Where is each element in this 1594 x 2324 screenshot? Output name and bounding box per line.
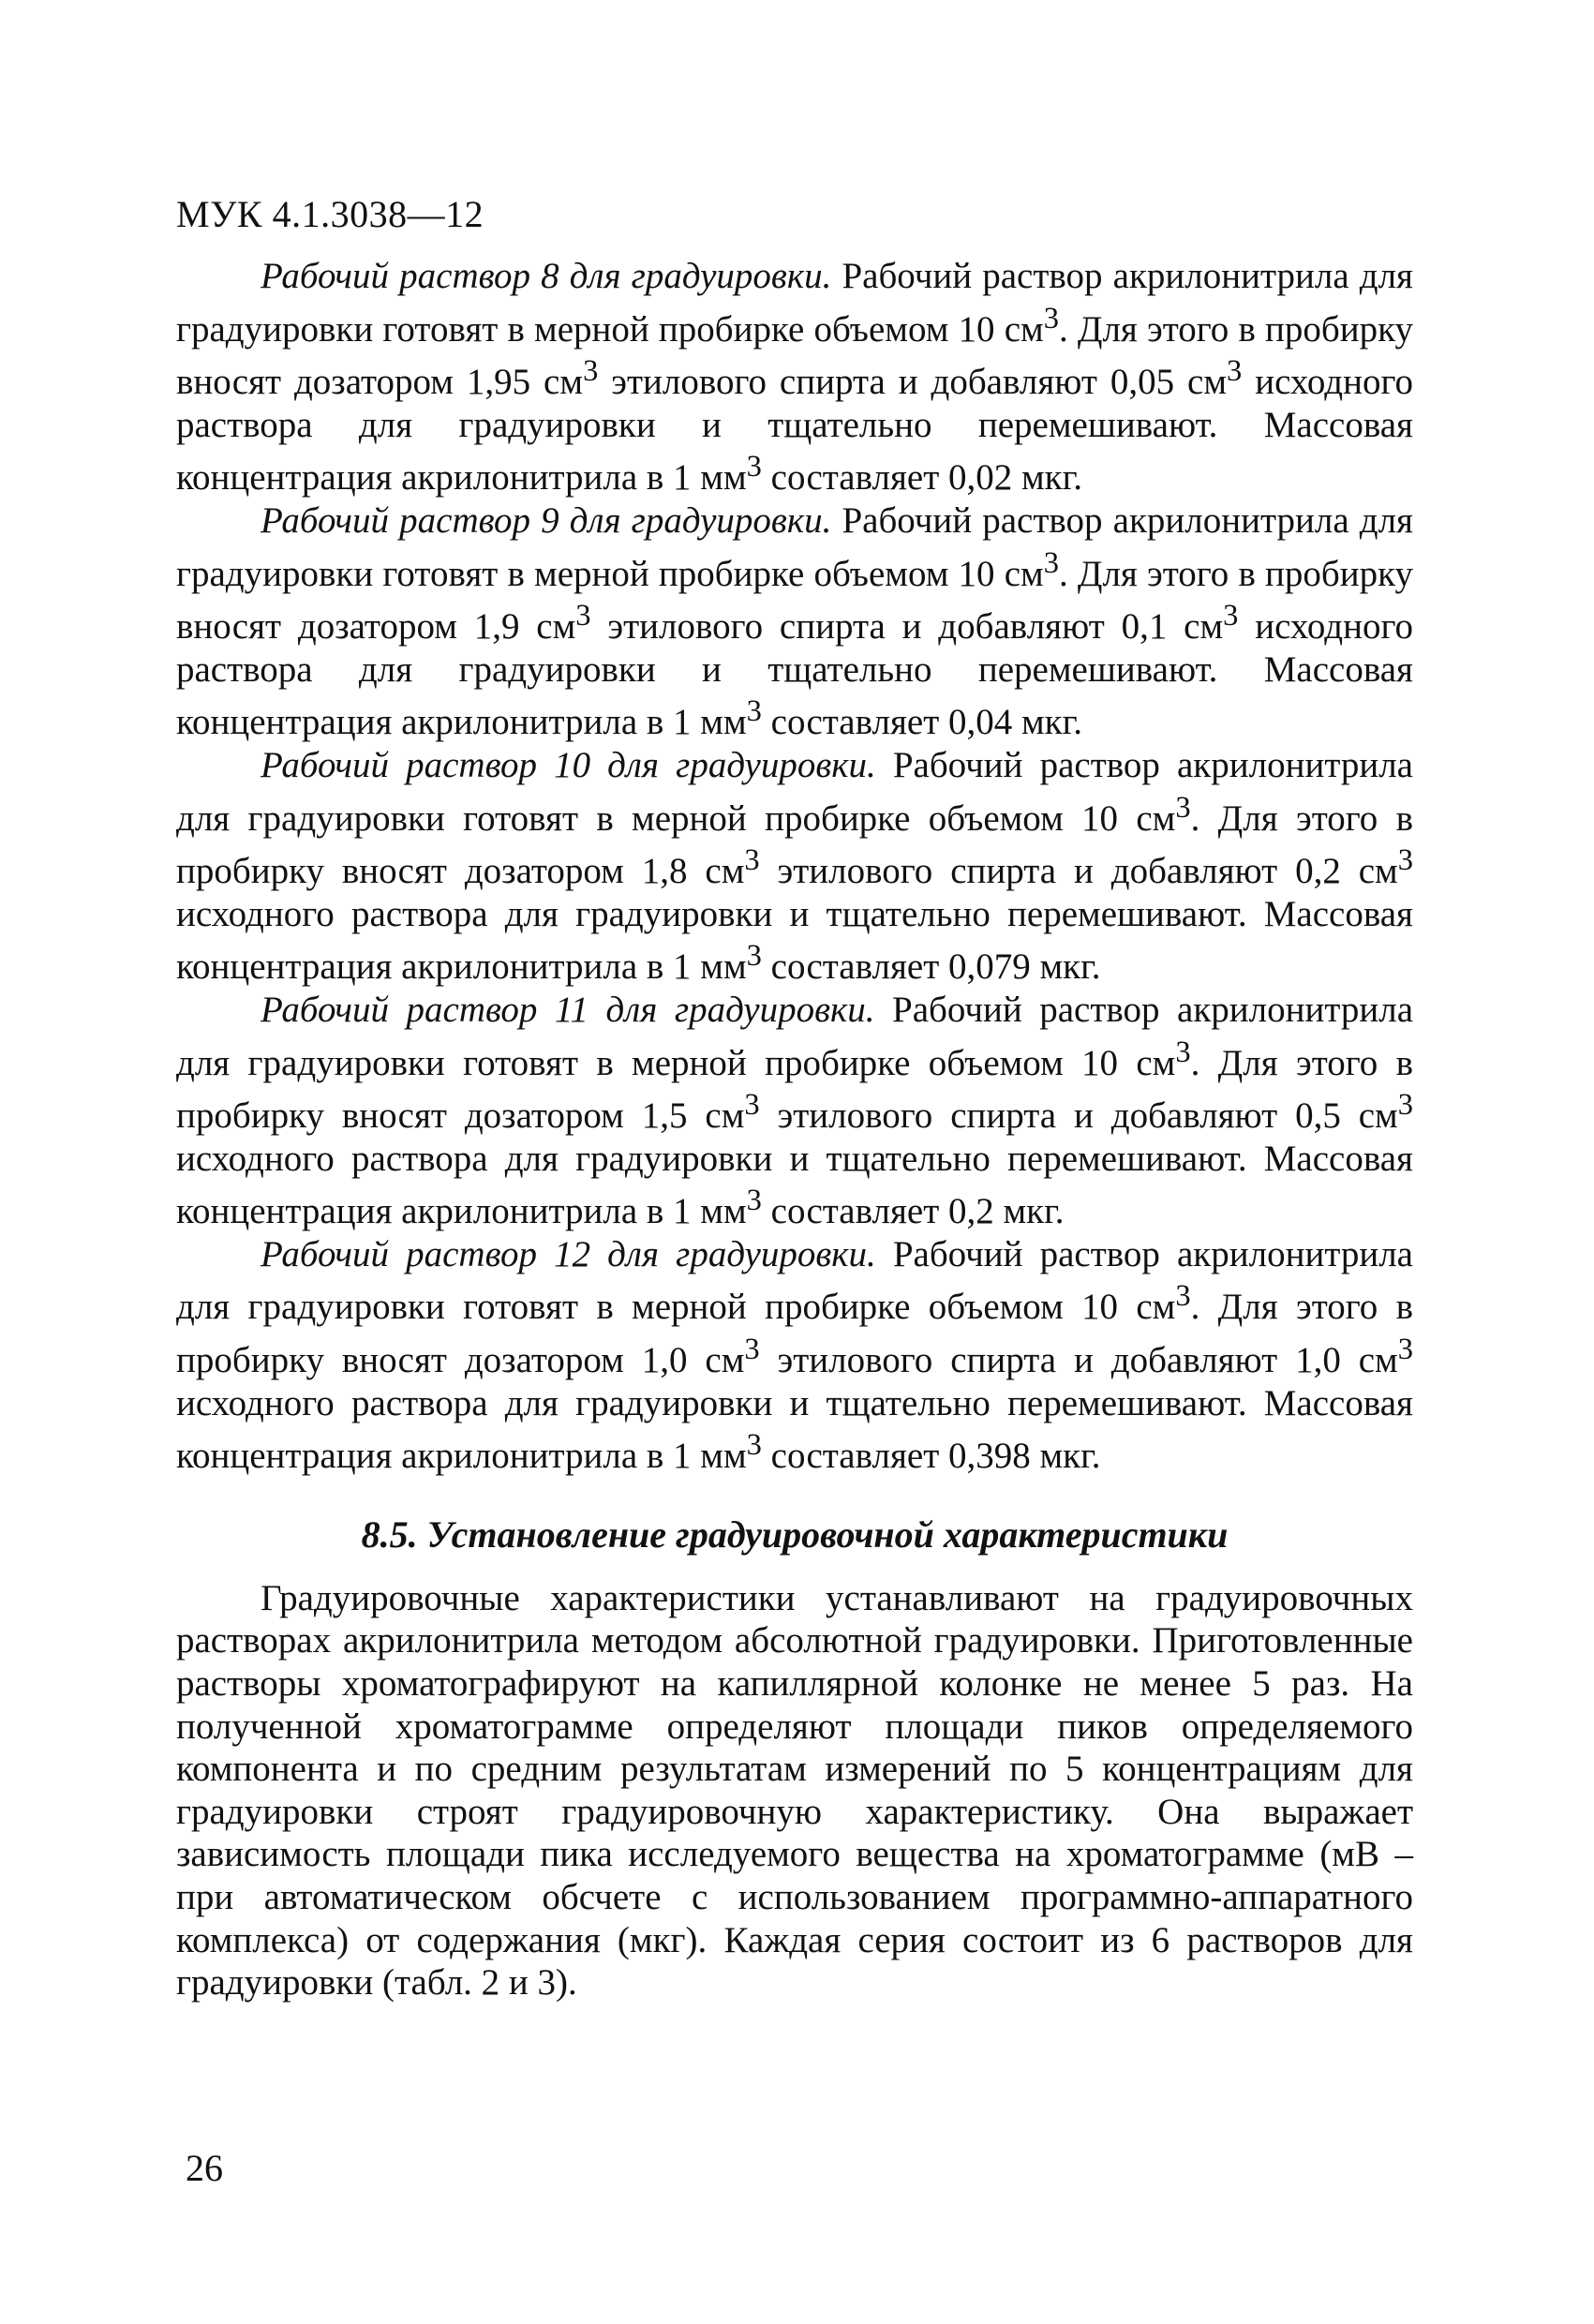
solution-11-title: Рабочий раствор 11 для градуировки. [261, 989, 875, 1030]
solution-10-title: Рабочий раствор 10 для градуировки. [261, 744, 876, 785]
solution-12-title: Рабочий раствор 12 для градуировки. [261, 1233, 876, 1274]
solution-12-paragraph: Рабочий раствор 12 для градуировки. Рабочий раствор акрилонитрила для градуировки готовят в мерной пробирке объемом 10 $см^3$. Для этого в пробирку вносят дозатором 1,0 $см^3$ этилового спирта и добавляют 1,0 $см^3$ исходного раствора для градуировки и тщательно перемешивают. Массовая концентрация акрилонитрила в 1 $мм^3$ составляет 0,398 мкг. [176, 1233, 1413, 1477]
page-content [176, 255, 1413, 2004]
page-number: 26 [186, 2147, 223, 2189]
document-code-header: МУК 4.1.3038—12 [176, 193, 484, 235]
section-body-paragraph: Градуировочные характеристики устанавливают на градуировочных растворах акрилонитрила методом абсолютной градуировки. Приготовленные растворы хроматографируют на капиллярной колонке не менее 5 раз. На полученной хроматограмме определяют площади пиков определяемого компонента и по средним результатам измерений по 5 концентрациям для градуировки строят градуировочную характеристику. Она выражает зависимость площади пика исследуемого вещества на хроматограмме (мВ – при автоматическом обсчете с использованием программно-аппаратного комплекса) от содержания (мкг). Каждая серия состоит из 6 растворов для градуировки (табл. 2 и 3). [176, 1577, 1413, 2004]
solution-11-paragraph: Рабочий раствор 11 для градуировки. Рабочий раствор акрилонитрила для градуировки готовят в мерной пробирке объемом 10 $см^3$. Для этого в пробирку вносят дозатором 1,5 $см^3$ этилового спирта и добавляют 0,5 $см^3$ исходного раствора для градуировки и тщательно перемешивают. Массовая концентрация акрилонитрила в 1 $мм^3$ составляет 0,2 мкг. [176, 989, 1414, 1232]
solution-8-title: Рабочий раствор 8 для градуировки. [261, 256, 832, 296]
section-heading: 8.5. Установление градуировочной характеристики [361, 1512, 1229, 1556]
solution-8-paragraph: Рабочий раствор 8 для градуировки. Рабочий раствор акрилонитрила для градуировки готовят в мерной пробирке объемом 10 $см^3$. Для этого в пробирку вносят дозатором 1,95 $см^3$ этилового спирта и добавляют 0,05 $см^3$ исходного раствора для градуировки и тщательно перемешивают. Массовая концентрация акрилонитрила в 1 $мм^3$ составляет 0,02 мкг. [176, 256, 1414, 499]
solution-9-title: Рабочий раствор 9 для градуировки. [261, 499, 832, 541]
solution-10-paragraph: Рабочий раствор 10 для градуировки. Рабочий раствор акрилонитрила для градуировки готовят в мерной пробирке объемом 10 $см^3$. Для этого в пробирку вносят дозатором 1,8 $см^3$ этилового спирта и добавляют 0,2 $см^3$ исходного раствора для градуировки и тщательно перемешивают. Массовая концентрация акрилонитрила в 1 $мм^3$ составляет 0,079 мкг. [176, 744, 1413, 988]
solution-9-paragraph: Рабочий раствор 9 для градуировки. Рабочий раствор акрилонитрила для градуировки готовят в мерной пробирке объемом 10 $см^3$. Для этого в пробирку вносят дозатором 1,9 $см^3$ этилового спирта и добавляют 0,1 $см^3$ исходного раствора для градуировки и тщательно перемешивают. Массовая концентрация акрилонитрила в 1 $мм^3$ составляет 0,04 мкг. [176, 499, 1414, 743]
